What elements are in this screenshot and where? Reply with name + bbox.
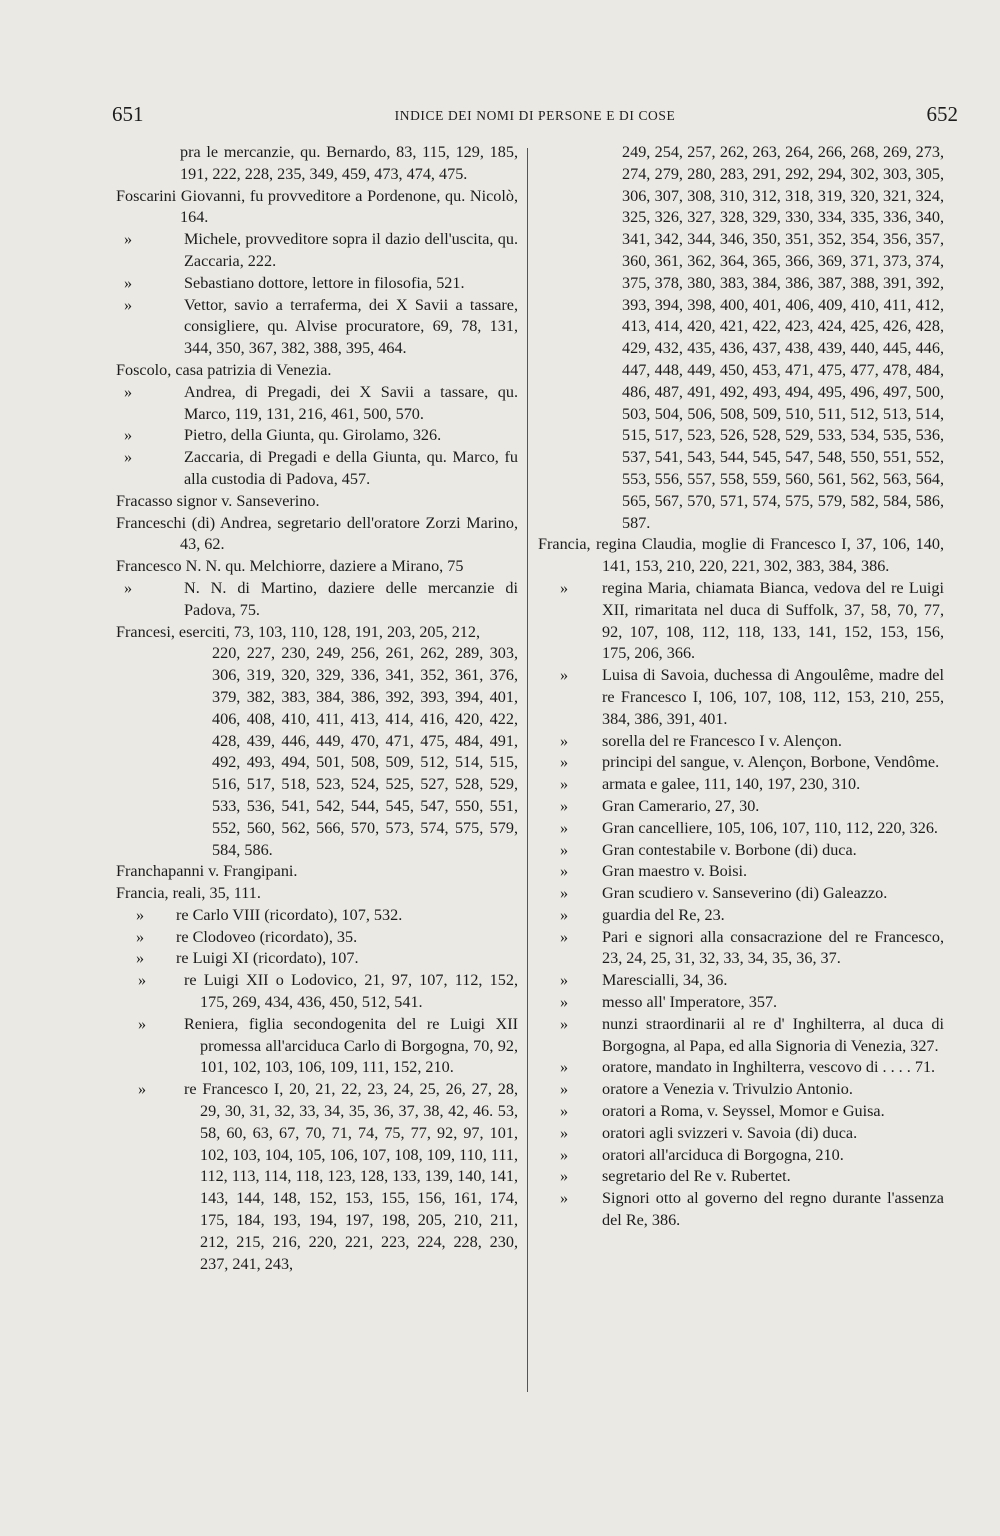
index-subentry: » messo all' Imperatore, 357. bbox=[538, 992, 944, 1014]
ditto-mark: » bbox=[124, 426, 133, 445]
ditto-mark: » bbox=[124, 273, 133, 292]
index-subentry: » Gran scudiero v. Sanseverino (di) Galeazzo. bbox=[538, 883, 944, 905]
ditto-mark: » bbox=[560, 796, 569, 815]
index-subentry: » oratore, mandato in Inghilterra, vescovo di . . . . 71. bbox=[538, 1057, 944, 1079]
ditto-mark: » bbox=[560, 753, 569, 772]
ditto-mark: » bbox=[136, 949, 145, 968]
page-number-left: 651 bbox=[112, 102, 144, 126]
index-subentry: » Luisa di Savoia, duchessa di Angoulême, madre del re Francesco I, 106, 107, 108, 112, 153, 210, 255, 384, 386, 391, 401. bbox=[560, 666, 944, 728]
left-column bbox=[116, 142, 518, 1275]
ditto-mark: » bbox=[560, 1058, 569, 1077]
ditto-mark: » bbox=[124, 230, 133, 249]
ditto-mark: » bbox=[560, 578, 569, 597]
ditto-mark: » bbox=[560, 927, 569, 946]
index-subentry: » Gran cancelliere, 105, 106, 107, 110, 112, 220, 326. bbox=[538, 818, 944, 840]
index-subentry: » guardia del Re, 23. bbox=[538, 905, 944, 927]
index-subentry: » re Luigi XII o Lodovico, 21, 97, 107, 112, 152, 175, 269, 434, 436, 450, 512, 541. bbox=[138, 971, 518, 1012]
index-subentry: » Pietro, della Giunta, qu. Girolamo, 326. bbox=[116, 425, 518, 447]
page-header bbox=[0, 102, 1000, 132]
ditto-mark: » bbox=[136, 927, 145, 946]
running-title: INDICE DEI NOMI DI PERSONE E DI COSE bbox=[394, 108, 676, 123]
index-subentry: » Michele, provveditore sopra il dazio dell'uscita, qu. Zaccaria, 222. bbox=[124, 230, 518, 270]
index-subentry: » armata e galee, 111, 140, 197, 230, 310. bbox=[538, 774, 944, 796]
index-subentry: » re Clodoveo (ricordato), 35. bbox=[116, 927, 518, 949]
index-subentry: » Vettor, savio a terraferma, dei X Savii a tassare, consigliere, qu. Alvise procuratore, 69, 78, 131, 344, 350, 367, 382, 388, 395, 464. bbox=[124, 295, 518, 358]
index-subentry: » oratori all'arciduca di Borgogna, 210. bbox=[538, 1145, 944, 1167]
index-subentry: » Gran Camerario, 27, 30. bbox=[538, 796, 944, 818]
right-column bbox=[538, 142, 944, 1232]
ditto-mark: » bbox=[560, 1167, 569, 1186]
index-subentry: » regina Maria, chiamata Bianca, vedova del re Luigi XII, rimaritata nel duca di Suffolk, 37, 58, 70, 77, 92, 107, 108, 112, 118, 133, 141, 152, 153, 156, 175, 206, 366. bbox=[560, 578, 944, 663]
ditto-mark: » bbox=[560, 1123, 569, 1142]
index-entry: Francesco N. N. qu. Melchiorre, daziere a Mirano, 75 bbox=[116, 557, 464, 576]
index-subentry: » Marescialli, 34, 36. bbox=[538, 970, 944, 992]
index-subentry: » Pari e signori alla consacrazione del re Francesco, 23, 24, 25, 31, 32, 33, 34, 35, 36, 37. bbox=[560, 927, 944, 968]
ditto-mark: » bbox=[124, 382, 133, 401]
index-entry-continuation: 249, 254, 257, 262, 263, 264, 266, 268, 269, 273, 274, 279, 280, 283, 291, 292, 294, 302, 303, 305, 306, 307, 308, 310, 312, 318, 319, 320, 321, 324, 325, 326, 327, 328, 329, 330, 334, 335, 336, 340, 341, 342, 344, 346, 350, 351, 352, 354, 356, 357, 360, 361, 362, 364, 365, 366, 369, 371, 373, 374, 375, 378, 380, 383, 384, 386, 387, 388, 391, 392, 393, 394, 398, 400, 401, 406, 409, 410, 411, 412, 413, 414, 420, 421, 422, 423, 424, 425, 426, 428, 429, 432, 435, 436, 437, 438, 439, 440, 445, 446, 447, 448, 449, 450, 453, 471, 475, 477, 478, 484, 486, 487, 491, 492, 493, 494, 495, 496, 497, 500, 503, 504, 506, 508, 509, 510, 511, 512, 513, 514, 515, 517, 523, 526, 528, 529, 533, 534, 535, 536, 537, 541, 543, 544, 545, 547, 548, 550, 551, 552, 553, 556, 557, 558, 559, 560, 561, 562, 563, 564, 565, 567, 570, 571, 574, 575, 579, 582, 584, 586, 587. bbox=[622, 143, 944, 532]
index-subentry: » Signori otto al governo del regno durante l'assenza del Re, 386. bbox=[560, 1189, 944, 1230]
ditto-mark: » bbox=[560, 884, 569, 903]
index-subentry: » principi del sangue, v. Alençon, Borbone, Vendôme. bbox=[538, 752, 944, 774]
index-subentry: » oratori a Roma, v. Seyssel, Momor e Guisa. bbox=[538, 1101, 944, 1123]
ditto-mark: » bbox=[560, 775, 569, 794]
index-entry: Franceschi (di) Andrea, segretario dell'oratore Zorzi Marino, 43, 62. bbox=[116, 513, 518, 554]
index-subentry: » sorella del re Francesco I v. Alençon. bbox=[538, 731, 944, 753]
index-entry: Franchapanni v. Frangipani. bbox=[116, 862, 298, 881]
index-subentry: » Gran maestro v. Boisi. bbox=[538, 861, 944, 883]
index-subentry: » nunzi straordinarii al re d' Inghilterra, al duca di Borgogna, al Papa, ed alla Signoria di Venezia, 327. bbox=[560, 1014, 944, 1055]
index-subentry: » Sebastiano dottore, lettore in filosofia, 521. bbox=[116, 273, 518, 295]
ditto-mark: » bbox=[560, 1189, 569, 1208]
index-entry: pra le mercanzie, qu. Bernardo, 83, 115, 129, 185, 191, 222, 228, 235, 349, 459, 473, 474, 475. bbox=[180, 143, 518, 183]
index-subentry: » Reniera, figlia secondogenita del re Luigi XII promessa all'arciduca Carlo di Borgogna, 70, 92, 101, 102, 103, 106, 109, 111, 152, 210. bbox=[138, 1014, 518, 1077]
ditto-mark: » bbox=[560, 905, 569, 924]
ditto-mark: » bbox=[560, 993, 569, 1012]
ditto-mark: » bbox=[136, 905, 145, 924]
column-divider bbox=[527, 148, 528, 1392]
index-subentry: » Gran contestabile v. Borbone (di) duca. bbox=[538, 840, 944, 862]
ditto-mark: » bbox=[138, 1014, 147, 1033]
index-entry: Foscolo, casa patrizia di Venezia. bbox=[116, 360, 332, 379]
index-subentry: » re Francesco I, 20, 21, 22, 23, 24, 25, 26, 27, 28, 29, 30, 31, 32, 33, 34, 35, 36, 37, 38, 42, 46. 53, 58, 60, 63, 67, 70, 71, 74, 75, 77, 92, 97, 101, 102, 103, 104, 105, 106, 107, 108, 109, 110, 111, 112, 113, 114, 118, 123, 128, 133, 139, 140, 141, 143, 144, 148, 152, 153, 155, 156, 161, 174, 175, 184, 193, 194, 197, 198, 205, 210, 211, 212, 215, 216, 220, 221, 223, 224, 228, 230, 237, 241, 243, bbox=[138, 1080, 518, 1273]
ditto-mark: » bbox=[124, 295, 133, 314]
ditto-mark: » bbox=[560, 1145, 569, 1164]
index-subentry: » oratore a Venezia v. Trivulzio Antonio. bbox=[538, 1079, 944, 1101]
index-entry: Fracasso signor v. Sanseverino. bbox=[116, 491, 320, 510]
index-subentry: » segretario del Re v. Rubertet. bbox=[538, 1166, 944, 1188]
index-subentry: » Zaccaria, di Pregadi e della Giunta, qu. Marco, fu alla custodia di Padova, 457. bbox=[124, 448, 518, 488]
ditto-mark: » bbox=[560, 1080, 569, 1099]
ditto-mark: » bbox=[560, 971, 569, 990]
ditto-mark: » bbox=[560, 840, 569, 859]
ditto-mark: » bbox=[138, 971, 147, 990]
ditto-mark: » bbox=[138, 1080, 147, 1099]
index-subentry: » Andrea, di Pregadi, dei X Savii a tassare, qu. Marco, 119, 131, 216, 461, 500, 570. bbox=[124, 382, 518, 423]
index-entry: Francia, reali, 35, 111. bbox=[116, 884, 261, 903]
index-subentry: » re Carlo VIII (ricordato), 107, 532. bbox=[116, 905, 518, 927]
index-subentry: » oratori agli svizzeri v. Savoia (di) duca. bbox=[538, 1123, 944, 1145]
ditto-mark: » bbox=[124, 448, 133, 467]
ditto-mark: » bbox=[560, 862, 569, 881]
index-entry: Foscarini Giovanni, fu provveditore a Pordenone, qu. Nicolò, 164. bbox=[116, 186, 518, 227]
index-entry: Francia, regina Claudia, moglie di Francesco I, 37, 106, 140, 141, 153, 210, 220, 221, 302, 383, 384, 386. bbox=[538, 535, 944, 576]
ditto-mark: » bbox=[560, 666, 569, 685]
ditto-mark: » bbox=[560, 731, 569, 750]
ditto-mark: » bbox=[560, 1102, 569, 1121]
index-entry: Francesi, eserciti, 73, 103, 110, 128, 191, 203, 205, 212, bbox=[116, 622, 481, 641]
index-subentry: » re Luigi XI (ricordato), 107. bbox=[116, 948, 518, 970]
ditto-mark: » bbox=[124, 578, 133, 597]
index-entry-continuation: 220, 227, 230, 249, 256, 261, 262, 289, 303, 306, 319, 320, 329, 336, 341, 352, 361, 376, 379, 382, 383, 384, 386, 392, 393, 394, 401, 406, 408, 410, 411, 413, 414, 416, 420, 422, 428, 439, 446, 449, 470, 471, 475, 484, 491, 492, 493, 494, 501, 508, 509, 512, 514, 515, 516, 517, 518, 523, 524, 525, 527, 528, 529, 533, 536, 541, 542, 544, 545, 547, 550, 551, 552, 560, 562, 566, 570, 573, 574, 575, 579, 584, 586. bbox=[212, 644, 518, 859]
ditto-mark: » bbox=[560, 818, 569, 837]
index-subentry: » N. N. di Martino, daziere delle mercanzie di Padova, 75. bbox=[124, 578, 518, 619]
page-number-right: 652 bbox=[926, 102, 958, 126]
ditto-mark: » bbox=[560, 1014, 569, 1033]
